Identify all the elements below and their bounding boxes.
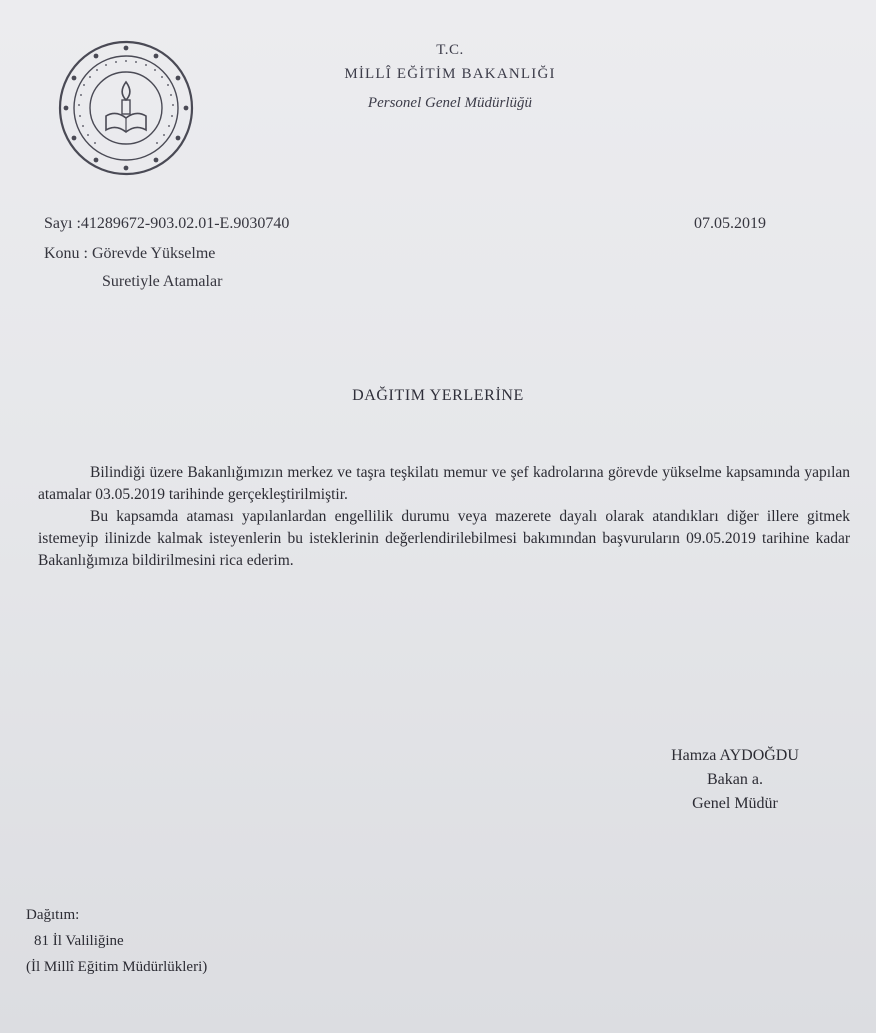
signatory-title-2: Genel Müdür [692, 795, 778, 812]
letter-body [38, 462, 850, 572]
distribution-line-1: 81 İl Valiliğine [34, 933, 124, 949]
signature-block [620, 744, 850, 816]
distribution-heading: Dağıtım: [26, 907, 80, 923]
signatory-title-1: Bakan a. [707, 771, 763, 788]
body-paragraph-1: Bilindiği üzere Bakanlığımızın merkez ve taşra teşkilatı memur ve şef kadrolarına görevde yükselme kapsamında yapılan atamalar 03.05.2019 tarihinde gerçekleştirilmiştir. [38, 464, 850, 503]
meb-seal-icon [56, 38, 196, 178]
document-date: 07.05.2019 [694, 215, 766, 232]
distribution-line-2: (İl Millî Eğitim Müdürlükleri) [26, 959, 208, 975]
addressee-heading: DAĞITIM YERLERİNE [352, 387, 524, 404]
header-line-tc: T.C. [436, 42, 464, 58]
signatory-name: Hamza AYDOĞDU [671, 747, 799, 764]
header-department: Personel Genel Müdürlüğü [367, 95, 533, 111]
distribution-block [26, 902, 207, 980]
subject-line-1: Konu : Görevde Yükselme [44, 245, 216, 262]
subject-line-2: Suretiyle Atamalar [102, 273, 223, 290]
body-paragraph-2: Bu kapsamda ataması yapılanlardan engellilik durumu veya mazerete dayalı olarak atandıkları diğer illere gitmek istemeyip ilinizde kalmak isteyenlerin bu isteklerinin değerlendirilebilmesi bakımından başvuruların 09.05.2019 tarihine kadar Bakanlığımıza bildirilmesini rica ederim. [38, 508, 850, 569]
reference-number: Sayı :41289672-903.02.01-E.9030740 [44, 215, 290, 232]
header-ministry-name: MİLLÎ EĞİTİM BAKANLIĞI [344, 66, 556, 82]
